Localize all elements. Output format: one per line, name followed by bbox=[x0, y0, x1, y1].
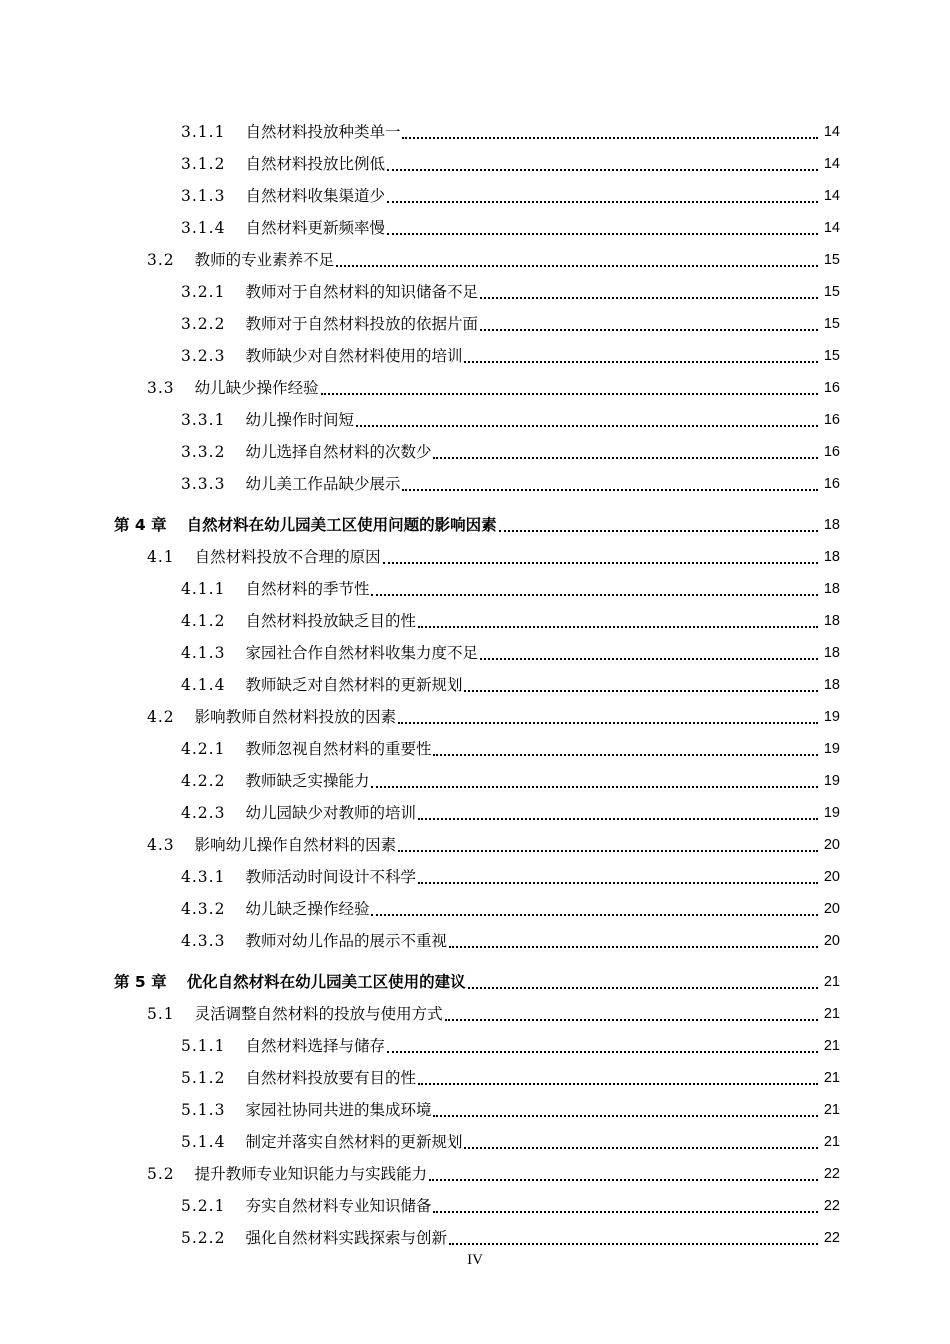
toc-entry-line bbox=[147, 545, 840, 569]
toc-dot-leader bbox=[445, 1019, 818, 1021]
toc-entry-title: 幼儿美工作品缺少展示 bbox=[245, 475, 401, 493]
toc-subsection-entry[interactable] bbox=[0, 472, 950, 496]
toc-entry-title: 优化自然材料在幼儿园美工区使用的建议 bbox=[186, 973, 466, 991]
toc-entry-page-number: 20 bbox=[823, 901, 840, 917]
toc-subsection-entry[interactable] bbox=[0, 216, 950, 240]
toc-entry-line bbox=[181, 897, 840, 921]
toc-dot-leader bbox=[398, 722, 818, 724]
toc-entry-number: 5.1.4 bbox=[181, 1133, 226, 1151]
toc-entry-title: 幼儿缺乏操作经验 bbox=[245, 900, 370, 918]
toc-entry-title: 自然材料投放不合理的原因 bbox=[194, 548, 381, 566]
toc-subsection-entry[interactable] bbox=[0, 577, 950, 601]
toc-entry-line bbox=[147, 833, 840, 857]
toc-dot-leader bbox=[321, 393, 818, 395]
toc-entry-page-number: 22 bbox=[823, 1230, 840, 1246]
toc-entry-page-number: 22 bbox=[823, 1198, 840, 1214]
toc-entry-page-number: 15 bbox=[823, 348, 840, 364]
toc-entry-page-number: 21 bbox=[823, 1070, 840, 1086]
toc-entry-number: 4.2.3 bbox=[181, 804, 226, 822]
toc-subsection-entry[interactable] bbox=[0, 440, 950, 464]
toc-dot-leader bbox=[371, 786, 818, 788]
toc-subsection-entry[interactable] bbox=[0, 609, 950, 633]
toc-entry-line bbox=[181, 865, 840, 889]
toc-entry-line bbox=[181, 216, 840, 240]
toc-entry-number: 3.3.2 bbox=[181, 443, 226, 461]
toc-entry-line bbox=[181, 1226, 840, 1250]
toc-entry-title: 强化自然材料实践探索与创新 bbox=[245, 1229, 447, 1247]
toc-dot-leader bbox=[468, 987, 818, 989]
toc-entry-number: 4.2.1 bbox=[181, 740, 226, 758]
toc-entry-line bbox=[181, 609, 840, 633]
toc-section-entry[interactable] bbox=[0, 545, 950, 569]
toc-entry-page-number: 21 bbox=[823, 1038, 840, 1054]
toc-subsection-entry[interactable] bbox=[0, 184, 950, 208]
toc-section-entry[interactable] bbox=[0, 833, 950, 857]
toc-dot-leader bbox=[371, 594, 818, 596]
toc-entry-page-number: 21 bbox=[823, 1134, 840, 1150]
toc-dot-leader bbox=[402, 489, 818, 491]
toc-dot-leader bbox=[433, 1211, 818, 1213]
toc-entry-title: 自然材料选择与储存 bbox=[245, 1037, 385, 1055]
toc-entry-title: 制定并落实自然材料的更新规划 bbox=[245, 1133, 463, 1151]
toc-subsection-entry[interactable] bbox=[0, 929, 950, 953]
toc-entry-line bbox=[181, 1098, 840, 1122]
toc-entry-number: 3.1.2 bbox=[181, 155, 226, 173]
toc-entry-line bbox=[181, 1194, 840, 1218]
toc-entry-title: 教师活动时间设计不科学 bbox=[245, 868, 416, 886]
toc-dot-leader bbox=[387, 169, 818, 171]
toc-dot-leader bbox=[464, 1147, 818, 1149]
toc-entry-title: 自然材料投放种类单一 bbox=[245, 123, 401, 141]
toc-entry-title: 幼儿缺少操作经验 bbox=[194, 379, 319, 397]
toc-entry-title: 影响幼儿操作自然材料的因素 bbox=[194, 836, 397, 854]
toc-entry-title: 自然材料投放要有目的性 bbox=[245, 1069, 416, 1087]
toc-entry-number: 3.2.2 bbox=[181, 315, 226, 333]
toc-entry-line bbox=[181, 929, 840, 953]
toc-subsection-entry[interactable] bbox=[0, 408, 950, 432]
toc-entry-number: 4.1.1 bbox=[181, 580, 226, 598]
toc-entry-page-number: 18 bbox=[823, 517, 840, 533]
toc-entry-number: 3.3 bbox=[147, 379, 175, 397]
toc-entry-page-number: 18 bbox=[823, 645, 840, 661]
toc-entry-page-number: 22 bbox=[823, 1166, 840, 1182]
toc-entry-title: 自然材料更新频率慢 bbox=[245, 219, 385, 237]
toc-dot-leader bbox=[387, 201, 818, 203]
toc-subsection-entry[interactable] bbox=[0, 897, 950, 921]
toc-entry-page-number: 14 bbox=[823, 124, 840, 140]
toc-entry-line bbox=[114, 970, 840, 994]
toc-entry-line bbox=[181, 1066, 840, 1090]
toc-entry-title: 教师忽视自然材料的重要性 bbox=[245, 740, 432, 758]
toc-section-entry[interactable] bbox=[0, 248, 950, 272]
toc-entry-number: 5.1 bbox=[147, 1005, 175, 1023]
toc-entry-number: 4.3.3 bbox=[181, 932, 226, 950]
toc-entry-page-number: 18 bbox=[823, 613, 840, 629]
toc-entry-title: 幼儿操作时间短 bbox=[245, 411, 354, 429]
toc-subsection-entry[interactable] bbox=[0, 152, 950, 176]
toc-entry-page-number: 20 bbox=[823, 933, 840, 949]
toc-entry-page-number: 19 bbox=[823, 773, 840, 789]
toc-entry-line bbox=[181, 472, 840, 496]
toc-dot-leader bbox=[499, 530, 818, 532]
toc-entry-number: 3.2.3 bbox=[181, 347, 226, 365]
toc-entry-title: 自然材料的季节性 bbox=[245, 580, 370, 598]
toc-entry-number: 4.3 bbox=[147, 836, 175, 854]
toc-entry-number: 3.3.1 bbox=[181, 411, 226, 429]
toc-entry-number: 4.1.2 bbox=[181, 612, 226, 630]
toc-entry-title: 教师对于自然材料的知识储备不足 bbox=[245, 283, 478, 301]
toc-entry-number: 第 4 章 bbox=[114, 516, 167, 534]
toc-entry-number: 5.1.2 bbox=[181, 1069, 226, 1087]
toc-entry-page-number: 21 bbox=[823, 1006, 840, 1022]
toc-subsection-entry[interactable] bbox=[0, 737, 950, 761]
toc-entry-number: 5.1.3 bbox=[181, 1101, 226, 1119]
toc-entry-title: 教师缺乏实操能力 bbox=[245, 772, 370, 790]
toc-entry-page-number: 19 bbox=[823, 805, 840, 821]
toc-entry-page-number: 19 bbox=[823, 741, 840, 757]
toc-entry-number: 3.1.3 bbox=[181, 187, 226, 205]
toc-entry-line bbox=[181, 1130, 840, 1154]
toc-dot-leader bbox=[418, 818, 818, 820]
toc-entry-number: 5.2 bbox=[147, 1165, 175, 1183]
toc-dot-leader bbox=[449, 946, 818, 948]
toc-entry-page-number: 15 bbox=[823, 316, 840, 332]
toc-subsection-entry[interactable] bbox=[0, 1098, 950, 1122]
toc-subsection-entry[interactable] bbox=[0, 1130, 950, 1154]
toc-entry-line bbox=[114, 513, 840, 537]
toc-entry-title: 自然材料在幼儿园美工区使用问题的影响因素 bbox=[186, 516, 497, 534]
toc-entry-number: 3.2 bbox=[147, 251, 175, 269]
toc-entry-number: 4.1 bbox=[147, 548, 175, 566]
toc-entry-line bbox=[181, 120, 840, 144]
toc-entry-number: 4.2.2 bbox=[181, 772, 226, 790]
toc-dot-leader bbox=[480, 329, 818, 331]
toc-entry-title: 夯实自然材料专业知识储备 bbox=[245, 1197, 432, 1215]
toc-dot-leader bbox=[387, 1051, 818, 1053]
toc-entry-page-number: 20 bbox=[823, 837, 840, 853]
toc-entry-line bbox=[181, 184, 840, 208]
toc-subsection-entry[interactable] bbox=[0, 865, 950, 889]
toc-entry-title: 自然材料投放比例低 bbox=[245, 155, 385, 173]
toc-dot-leader bbox=[387, 233, 818, 235]
toc-entry-line bbox=[181, 737, 840, 761]
toc-subsection-entry[interactable] bbox=[0, 801, 950, 825]
toc-entry-title: 教师的专业素养不足 bbox=[194, 251, 335, 269]
toc-subsection-entry[interactable] bbox=[0, 1194, 950, 1218]
toc-entry-title: 幼儿园缺少对教师的培训 bbox=[245, 804, 416, 822]
toc-dot-leader bbox=[418, 1083, 818, 1085]
toc-dot-leader bbox=[418, 626, 818, 628]
toc-subsection-entry[interactable] bbox=[0, 1034, 950, 1058]
toc-dot-leader bbox=[356, 425, 818, 427]
toc-entry-page-number: 15 bbox=[823, 284, 840, 300]
toc-entry-line bbox=[147, 705, 840, 729]
toc-entry-title: 影响教师自然材料投放的因素 bbox=[194, 708, 397, 726]
toc-entry-number: 第 5 章 bbox=[114, 973, 167, 991]
toc-section-entry[interactable] bbox=[0, 1162, 950, 1186]
toc-entry-number: 3.1.4 bbox=[181, 219, 226, 237]
toc-entry-number: 5.1.1 bbox=[181, 1037, 226, 1055]
toc-section-entry[interactable] bbox=[0, 705, 950, 729]
toc-entry-line bbox=[181, 1034, 840, 1058]
toc-entry-line bbox=[181, 312, 840, 336]
toc-entry-title: 自然材料收集渠道少 bbox=[245, 187, 385, 205]
toc-dot-leader bbox=[429, 1179, 818, 1181]
toc-dot-leader bbox=[398, 850, 818, 852]
toc-entry-number: 4.3.2 bbox=[181, 900, 226, 918]
toc-dot-leader bbox=[449, 1243, 818, 1245]
toc-entry-number: 4.2 bbox=[147, 708, 175, 726]
toc-entry-line bbox=[181, 152, 840, 176]
toc-entry-line bbox=[181, 440, 840, 464]
toc-entry-number: 4.1.3 bbox=[181, 644, 226, 662]
toc-entry-title: 提升教师专业知识能力与实践能力 bbox=[194, 1165, 428, 1183]
toc-entry-page-number: 16 bbox=[823, 380, 840, 396]
toc-entry-page-number: 21 bbox=[823, 974, 840, 990]
toc-entry-page-number: 18 bbox=[823, 549, 840, 565]
toc-dot-leader bbox=[371, 914, 818, 916]
toc-entry-number: 3.1.1 bbox=[181, 123, 226, 141]
toc-dot-leader bbox=[480, 297, 818, 299]
toc-dot-leader bbox=[480, 658, 818, 660]
toc-entry-title: 自然材料投放缺乏目的性 bbox=[245, 612, 416, 630]
toc-entry-number: 5.2.2 bbox=[181, 1229, 226, 1247]
toc-entry-line bbox=[181, 280, 840, 304]
toc-subsection-entry[interactable] bbox=[0, 1226, 950, 1250]
toc-subsection-entry[interactable] bbox=[0, 312, 950, 336]
toc-entry-page-number: 16 bbox=[823, 412, 840, 428]
toc-entry-page-number: 14 bbox=[823, 220, 840, 236]
toc-chapter-entry[interactable] bbox=[0, 970, 950, 994]
toc-entry-title: 家园社合作自然材料收集力度不足 bbox=[245, 644, 478, 662]
toc-entry-page-number: 16 bbox=[823, 476, 840, 492]
toc-subsection-entry[interactable] bbox=[0, 120, 950, 144]
toc-entry-title: 幼儿选择自然材料的次数少 bbox=[245, 443, 432, 461]
toc-entry-page-number: 21 bbox=[823, 1102, 840, 1118]
toc-entry-title: 教师对幼儿作品的展示不重视 bbox=[245, 932, 447, 950]
toc-entry-line bbox=[147, 1002, 840, 1026]
toc-entry-page-number: 20 bbox=[823, 869, 840, 885]
toc-entry-line bbox=[147, 376, 840, 400]
toc-entry-line bbox=[147, 248, 840, 272]
toc-dot-leader bbox=[336, 265, 818, 267]
toc-entry-title: 教师缺少对自然材料使用的培训 bbox=[245, 347, 463, 365]
toc-subsection-entry[interactable] bbox=[0, 1066, 950, 1090]
toc-section-entry[interactable] bbox=[0, 1002, 950, 1026]
toc-entry-number: 5.2.1 bbox=[181, 1197, 226, 1215]
toc-section-entry[interactable] bbox=[0, 376, 950, 400]
toc-entry-number: 3.2.1 bbox=[181, 283, 226, 301]
toc-subsection-entry[interactable] bbox=[0, 344, 950, 368]
toc-entry-number: 4.1.4 bbox=[181, 676, 226, 694]
toc-dot-leader bbox=[402, 137, 818, 139]
page-number: IV bbox=[467, 1252, 483, 1268]
toc-entry-line bbox=[181, 577, 840, 601]
toc-entry-title: 家园社协同共进的集成环境 bbox=[245, 1101, 432, 1119]
toc-subsection-entry[interactable] bbox=[0, 280, 950, 304]
toc-entry-line bbox=[181, 801, 840, 825]
toc-entry-page-number: 16 bbox=[823, 444, 840, 460]
toc-entry-page-number: 19 bbox=[823, 709, 840, 725]
toc-entry-number: 3.3.3 bbox=[181, 475, 226, 493]
toc-dot-leader bbox=[464, 690, 818, 692]
toc-dot-leader bbox=[383, 562, 818, 564]
toc-entry-page-number: 14 bbox=[823, 156, 840, 172]
toc-entry-number: 4.3.1 bbox=[181, 868, 226, 886]
toc-dot-leader bbox=[433, 1115, 818, 1117]
toc-dot-leader bbox=[464, 361, 818, 363]
toc-entry-page-number: 15 bbox=[823, 252, 840, 268]
toc-subsection-entry[interactable] bbox=[0, 769, 950, 793]
toc-entry-line bbox=[181, 673, 840, 697]
toc-dot-leader bbox=[433, 457, 818, 459]
toc-entry-page-number: 18 bbox=[823, 677, 840, 693]
toc-entry-title: 教师对于自然材料投放的依据片面 bbox=[245, 315, 478, 333]
toc-entry-page-number: 18 bbox=[823, 581, 840, 597]
toc-entry-line bbox=[181, 641, 840, 665]
toc-subsection-entry[interactable] bbox=[0, 641, 950, 665]
toc-chapter-entry[interactable] bbox=[0, 513, 950, 537]
toc-dot-leader bbox=[433, 754, 818, 756]
toc-entry-line bbox=[181, 769, 840, 793]
toc-entry-line bbox=[147, 1162, 840, 1186]
toc-subsection-entry[interactable] bbox=[0, 673, 950, 697]
toc-entry-page-number: 14 bbox=[823, 188, 840, 204]
toc-entry-line bbox=[181, 344, 840, 368]
toc-entry-title: 教师缺乏对自然材料的更新规划 bbox=[245, 676, 463, 694]
toc-entry-title: 灵活调整自然材料的投放与使用方式 bbox=[194, 1005, 443, 1023]
toc-dot-leader bbox=[418, 882, 818, 884]
toc-entry-line bbox=[181, 408, 840, 432]
